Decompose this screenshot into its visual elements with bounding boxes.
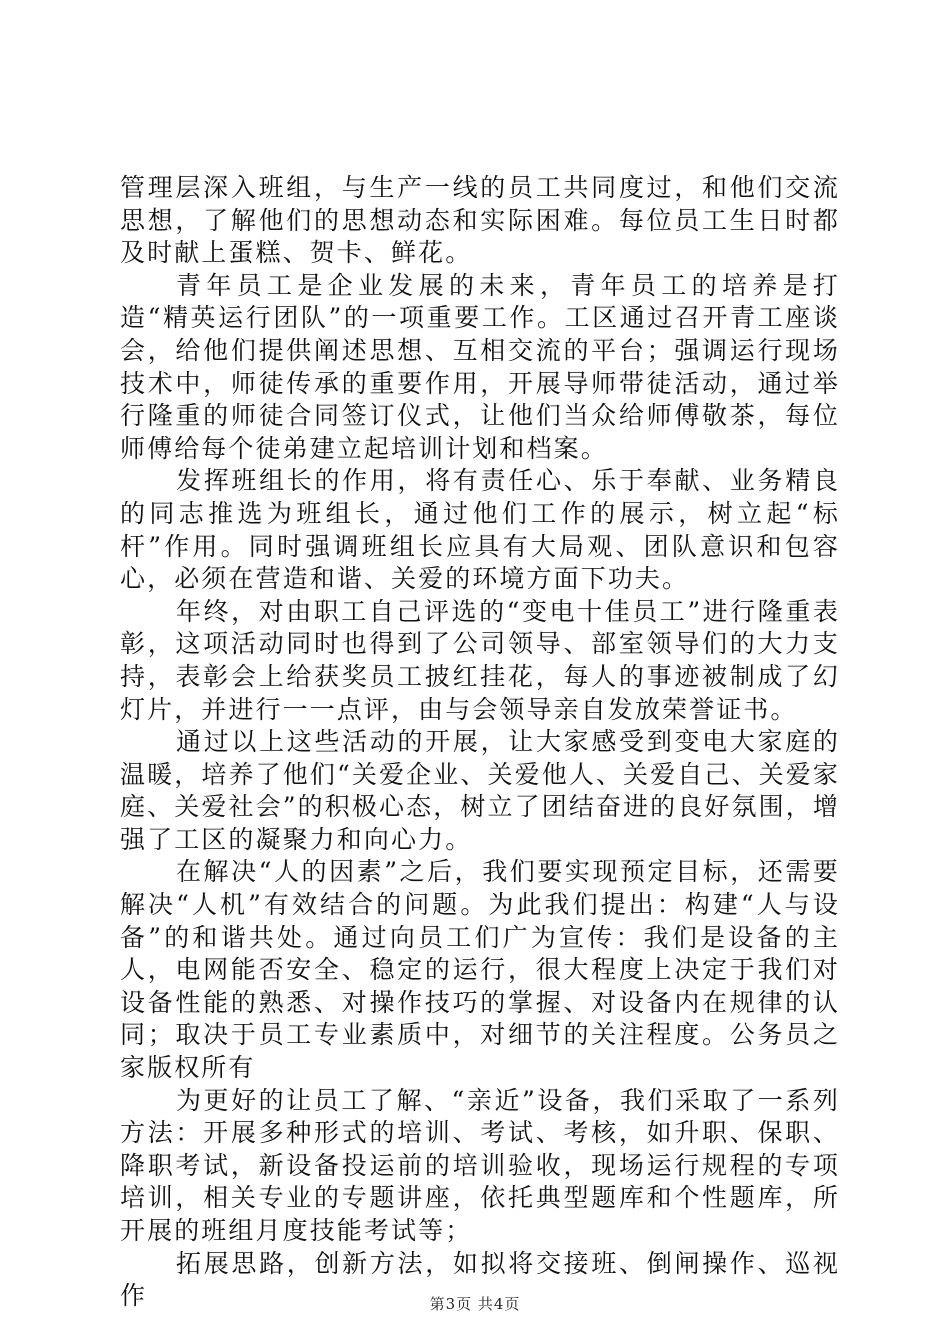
paragraph-8: 拓展思路，创新方法，如拟将交接班、倒闸操作、巡视作 [120, 1248, 840, 1311]
paragraph-3: 发挥班组长的作用，将有责任心、乐于奉献、业务精良的同志推选为班组长，通过他们工作的展示，树立起“标杆”作用。同时强调班组长应具有大局观、团队意识和包容心，必须在营造和谐、关爱的环境方面下功夫。 [120, 466, 840, 594]
paragraph-4: 年终，对由职工自己评选的“变电十佳员工”进行隆重表彰，这项活动同时也得到了公司领导、部室领导们的大力支持，表彰会上给获奖员工披红挂花，每人的事迹被制成了幻灯片，并进行一一点评，由与会领导亲自发放荣誉证书。 [120, 596, 840, 724]
document-body [120, 172, 840, 1313]
paragraph-5: 通过以上这些活动的开展，让大家感受到变电大家庭的温暖，培养了他们“关爱企业、关爱他人、关爱自己、关爱家庭、关爱社会”的积极心态，树立了团结奋进的良好氛围，增强了工区的凝聚力和向心力。 [120, 727, 840, 854]
paragraph-6: 在解决“人的因素”之后，我们要实现预定目标，还需要解决“人机”有效结合的问题。为此我们提出：构建“人与设备”的和谐共处。通过向员工们广为宣传：我们是设备的主人，电网能否安全、稳定的运行，很大程度上决定于我们对设备性能的熟悉、对操作技巧的掌握、对设备内在规律的认同；取决于员工专业素质中，对细节的关注程度。公务员之家版权所有 [120, 857, 840, 1083]
paragraph-7: 为更好的让员工了解、“亲近”设备，我们采取了一系列方法：开展多种形式的培训、考试、考核，如升职、保职、降职考试，新设备投运前的培训验收，现场运行规程的专项培训，相关专业的专题讲座，依托典型题库和个性题库，所开展的班组月度技能考试等； [120, 1085, 840, 1245]
paragraph-1: 管理层深入班组，与生产一线的员工共同度过，和他们交流思想，了解他们的思想动态和实际困难。每位员工生日时都及时献上蛋糕、贺卡、鲜花。 [120, 173, 840, 268]
paragraph-2: 青年员工是企业发展的未来，青年员工的培养是打造“精英运行团队”的一项重要工作。工区通过召开青工座谈会，给他们提供阐述思想、互相交流的平台；强调运行现场技术中，师徒传承的重要作用，开展导师带徒活动，通过举行隆重的师徒合同签订仪式，让他们当众给师傅敬茶，每位师傅给每个徒弟建立起培训计划和档案。 [120, 270, 840, 463]
page-footer: 第3页 共4页 [429, 1295, 521, 1313]
